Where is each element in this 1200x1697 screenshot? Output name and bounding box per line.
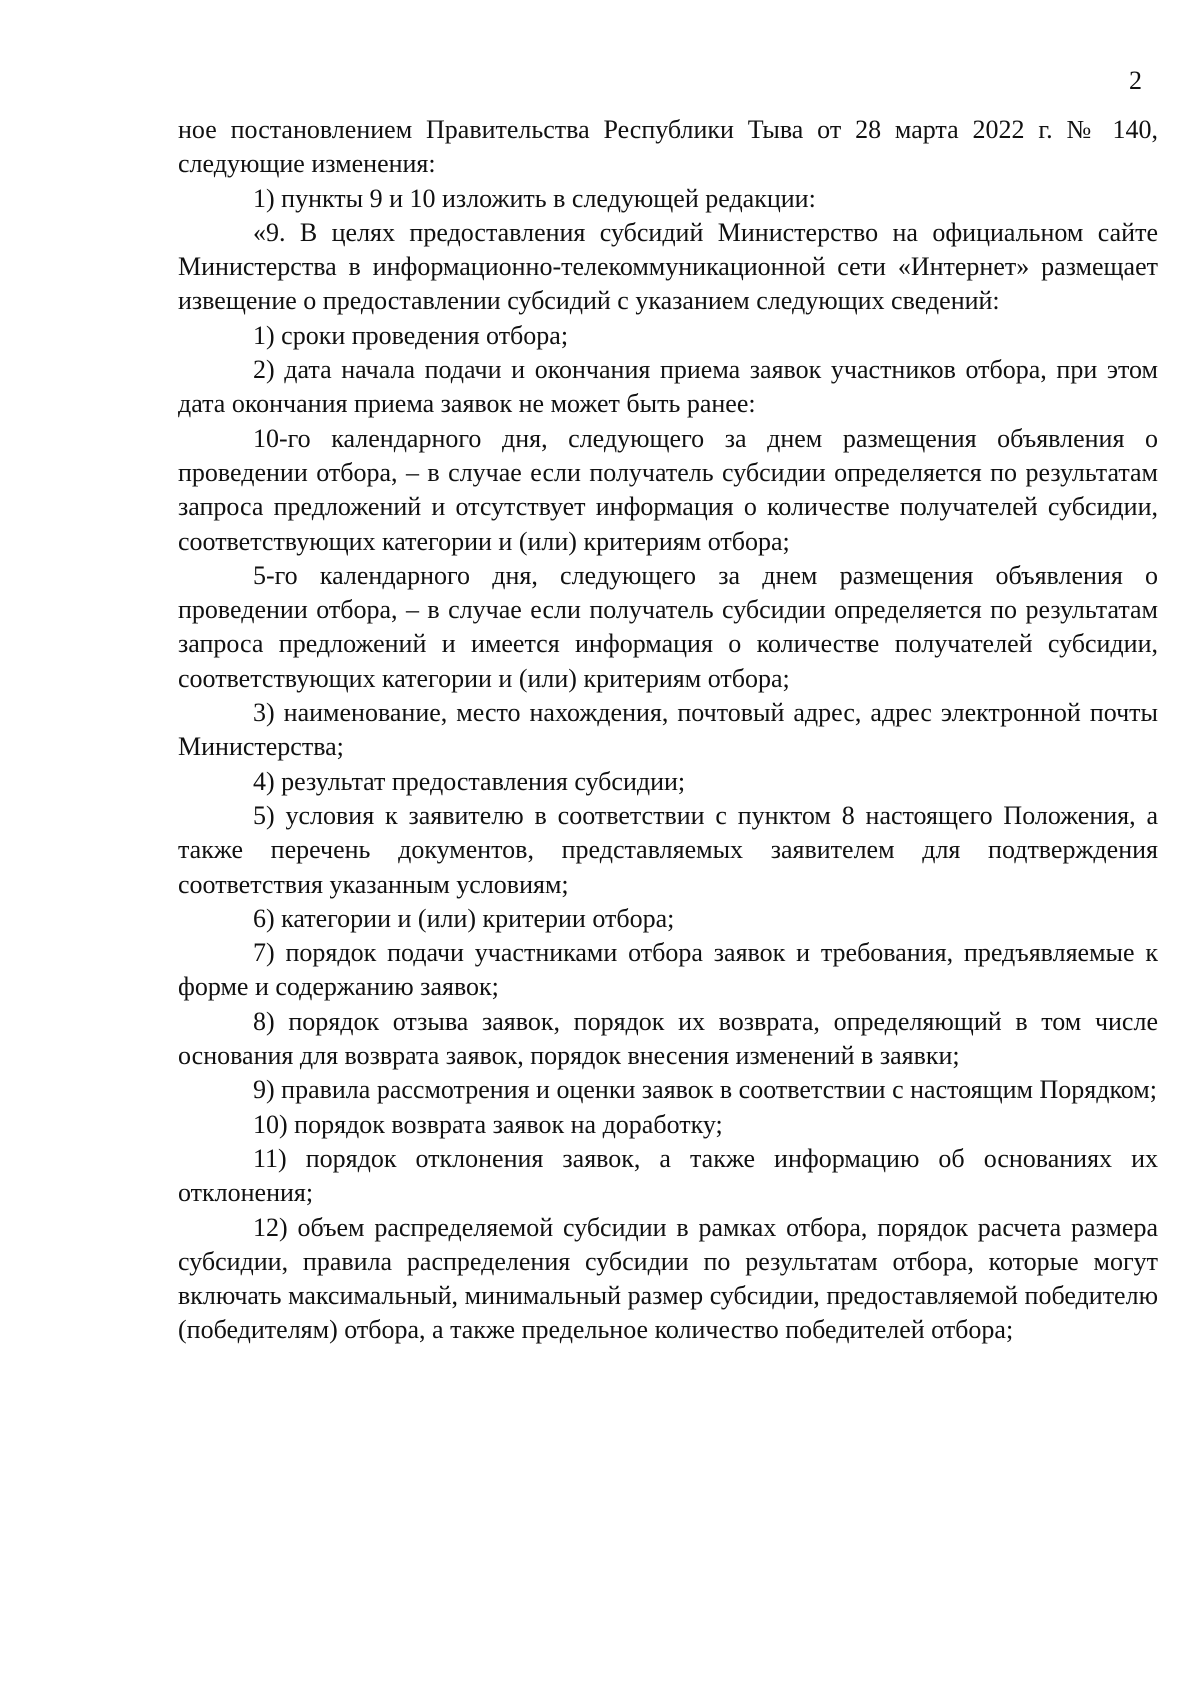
document-body xyxy=(178,113,1158,1348)
list-item-11: 11) порядок отклонения заявок, а также информацию об основаниях их отклонения; xyxy=(178,1143,1158,1208)
list-item-3: 3) наименование, место нахождения, почтовый адрес, адрес электронной почты Министерства; xyxy=(178,698,1158,762)
page-number: 2 xyxy=(1129,66,1142,95)
list-item-4: 4) результат предоставления субсидии; xyxy=(253,766,686,796)
paragraph-clause-9: «9. В целях предоставления субсидий Министерство на официальном сайте Министерства в информационно-телекоммуникационной сети «Интернет» размещает извещение о предоставлении субсидий с указанием следующих сведений: xyxy=(178,217,1158,316)
list-item-6: 6) категории и (или) критерии отбора; xyxy=(253,903,675,933)
paragraph-item-1-amend: 1) пункты 9 и 10 изложить в следующей редакции: xyxy=(253,183,816,213)
list-item-12: 12) объем распределяемой субсидии в рамках отбора, порядок расчета размера субсидии, правила распределения субсидии по результатам отбора, которые могут включать максимальный, минимальный размер субсидии, предоставляемой победителю (победителям) отбора, а также предельное количество победителей отбора; xyxy=(178,1212,1158,1345)
paragraph-intro: ное постановлением Правительства Республики Тыва от 28 марта 2022 г. № 140, следующие изменения: xyxy=(178,115,1158,179)
list-item-9: 9) правила рассмотрения и оценки заявок в соответствии с настоящим Порядком; xyxy=(253,1075,1157,1105)
list-item-5: 5) условия к заявителю в соответствии с пунктом 8 настоящего Положения, а также перечень документов, представляемых заявителем для подтверждения соответствия указанным условиям; xyxy=(178,800,1158,899)
list-item-2-10th-day: 10-го календарного дня, следующего за днем размещения объявления о проведении отбора, – в случае если получатель субсидии определяется по результатам запроса предложений и отсутствует информация о количестве получателей субсидии, соответствующих категории и (или) критериям отбора; xyxy=(178,423,1158,556)
list-item-8: 8) порядок отзыва заявок, порядок их возврата, определяющий в том числе основания для возврата заявок, порядок внесения изменений в заявки; xyxy=(178,1006,1158,1071)
list-item-2: 2) дата начала подачи и окончания приема заявок участников отбора, при этом дата окончания приема заявок не может быть ранее: xyxy=(178,355,1158,419)
list-item-7: 7) порядок подачи участниками отбора заявок и требования, предъявляемые к форме и содержанию заявок; xyxy=(178,938,1158,1002)
list-item-2-5th-day: 5-го календарного дня, следующего за днем размещения объявления о проведении отбора, – в случае если получатель субсидии определяется по результатам запроса предложений и имеется информация о количестве получателей субсидии, соответствующих категории и (или) критериям отбора; xyxy=(178,560,1158,693)
list-item-1: 1) сроки проведения отбора; xyxy=(253,320,569,350)
list-item-10: 10) порядок возврата заявок на доработку; xyxy=(253,1109,723,1139)
